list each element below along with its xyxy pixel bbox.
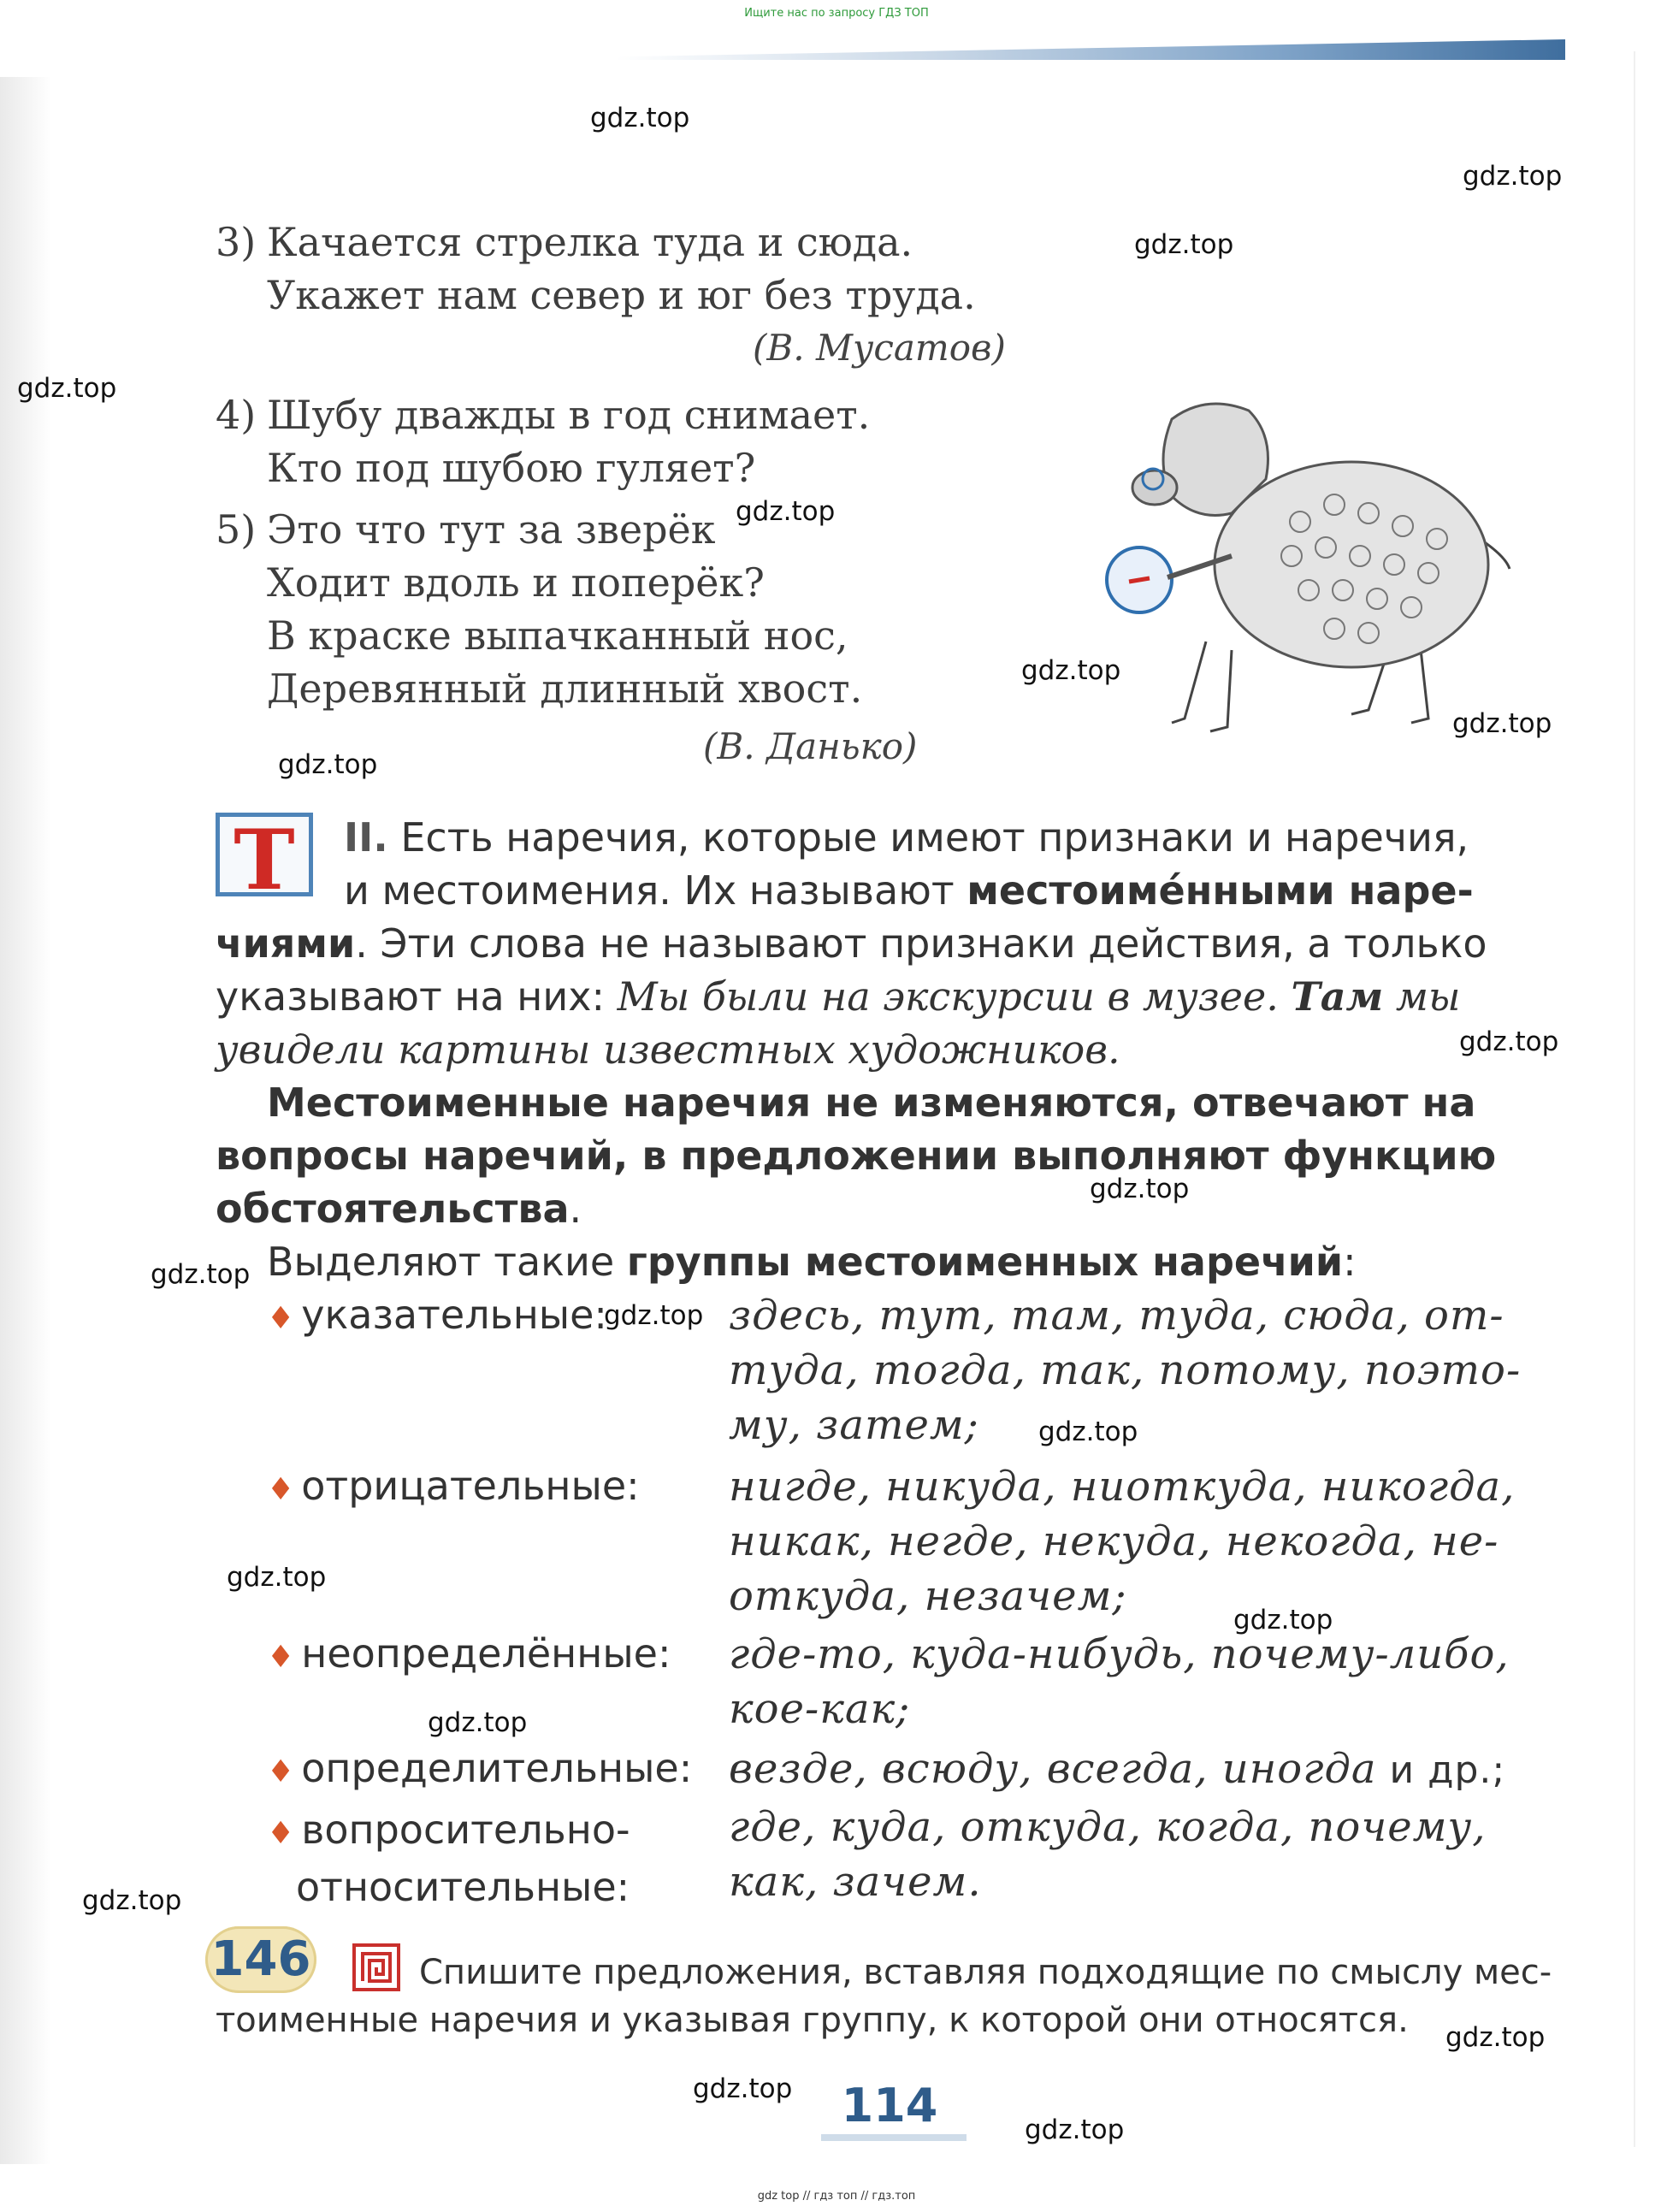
theory-letter: Т <box>234 812 295 908</box>
watermark: gdz.top <box>1090 1174 1190 1204</box>
exercise-number-badge: 146 <box>205 1926 316 1993</box>
riddle-line: Кто под шубою гуляет? <box>267 445 756 491</box>
theory-line-3: чиями. Эти слова не называют признаки действия, а только <box>216 920 1487 967</box>
watermark: gdz.top <box>1021 655 1121 686</box>
bullet-icon: ♦ <box>267 1472 295 1507</box>
riddle-number: 5) <box>216 506 257 553</box>
theory-line-4: указывают на них: Мы были на экскурсии в музее. Там мы <box>216 973 1461 1020</box>
watermark: gdz.top <box>82 1885 182 1916</box>
riddle-line: Укажет нам север и юг без труда. <box>267 272 976 318</box>
watermark: gdz.top <box>1459 1026 1559 1057</box>
group-words: везде, всюду, всегда, иногда и др.; <box>729 1745 1506 1793</box>
watermark: gdz.top <box>17 373 117 404</box>
rule-line-1: Местоименные наречия не изменяются, отвечают на <box>267 1079 1476 1126</box>
rule-line-3: обстоятельства. <box>216 1186 582 1232</box>
watermark: gdz.top <box>1025 2114 1125 2145</box>
top-banner: Ищите нас по запросу ГДЗ ТОП <box>744 7 929 20</box>
theory-line-2: и местоимения. Их называют местоимéнными наре- <box>344 867 1474 914</box>
bullet-icon: ♦ <box>267 1754 295 1789</box>
riddle-line: Деревянный длинный хвост. <box>267 665 863 712</box>
exercise-text-line-2: тоименные наречия и указывая группу, к которой они относятся. <box>216 2001 1409 2040</box>
watermark: gdz.top <box>604 1300 704 1331</box>
group-words: где-то, куда-нибудь, почему-либо, кое-как; <box>729 1630 1510 1733</box>
group-label: ♦ определительные: <box>267 1745 693 1791</box>
roman-numeral: II. <box>344 814 388 861</box>
watermark: gdz.top <box>151 1259 251 1290</box>
group-label: ♦ вопросительно- относительные: <box>267 1807 630 1910</box>
bullet-icon: ♦ <box>267 1816 295 1851</box>
watermark: gdz.top <box>693 2073 793 2104</box>
rule-line-2: вопросы наречий, в предложении выполняют функцию <box>216 1133 1497 1179</box>
page-number: 114 <box>841 2079 938 2132</box>
theory-icon <box>216 812 313 908</box>
riddle-3 <box>216 216 976 322</box>
watermark: gdz.top <box>590 103 690 133</box>
exercise-text-line-1: Спишите предложения, вставляя подходящие по смыслу мес- <box>419 1953 1552 1992</box>
riddle-number: 3) <box>216 219 257 265</box>
bottom-banner: gdz top // гдз топ // гдз.топ <box>757 2190 916 2203</box>
group-words: здесь, тут, там, туда, сюда, от- туда, тогда, так, потому, поэто- му, затем; <box>729 1292 1522 1449</box>
riddle-line: Ходит вдоль и поперёк? <box>267 559 765 606</box>
watermark: gdz.top <box>227 1562 327 1593</box>
theory-line-1: II. Есть наречия, которые имеют признаки и наречия, <box>344 814 1469 861</box>
riddle-line: Это что тут за зверёк <box>267 506 716 553</box>
watermark: gdz.top <box>278 749 378 780</box>
watermark: gdz.top <box>428 1707 528 1738</box>
bullet-icon: ♦ <box>267 1301 295 1336</box>
watermark: gdz.top <box>1233 1605 1333 1635</box>
watermark: gdz.top <box>1134 229 1234 260</box>
group-words: нигде, никуда, ниоткуда, никогда, никак, негде, некуда, некогда, не- откуда, незачем; <box>729 1463 1516 1620</box>
riddle-5 <box>216 503 862 715</box>
page-number-underline <box>821 2134 967 2141</box>
watermark: gdz.top <box>1463 161 1563 192</box>
riddle-line: Шубу дважды в год снимает. <box>267 392 871 438</box>
riddle-line: Качается стрелка туда и сюда. <box>267 219 913 265</box>
group-label: ♦ неопределённые: <box>267 1630 671 1677</box>
riddle-author: (В. Мусатов) <box>753 327 1006 369</box>
theory-line-5: увидели картины известных художников. <box>216 1026 1120 1073</box>
page-edge <box>1634 51 1635 2147</box>
watermark: gdz.top <box>736 496 836 527</box>
group-words: где, куда, откуда, когда, почему, как, зачем. <box>729 1803 1487 1906</box>
write-task-icon <box>352 1943 400 1991</box>
watermark: gdz.top <box>1038 1417 1138 1447</box>
sheep-with-compass-illustration <box>1103 385 1514 744</box>
riddle-author: (В. Данько) <box>703 725 918 767</box>
header-stripe <box>616 39 1565 60</box>
group-label: ♦ указательные: <box>267 1292 607 1338</box>
group-label: ♦ отрицательные: <box>267 1463 640 1509</box>
watermark: gdz.top <box>1445 2022 1546 2053</box>
groups-intro: Выделяют такие группы местоименных наречий: <box>267 1239 1357 1285</box>
riddle-line: В краске выпачканный нос, <box>267 612 848 659</box>
riddle-number: 4) <box>216 392 257 438</box>
bullet-icon: ♦ <box>267 1640 295 1675</box>
riddle-4 <box>216 388 870 494</box>
watermark: gdz.top <box>1452 708 1552 739</box>
